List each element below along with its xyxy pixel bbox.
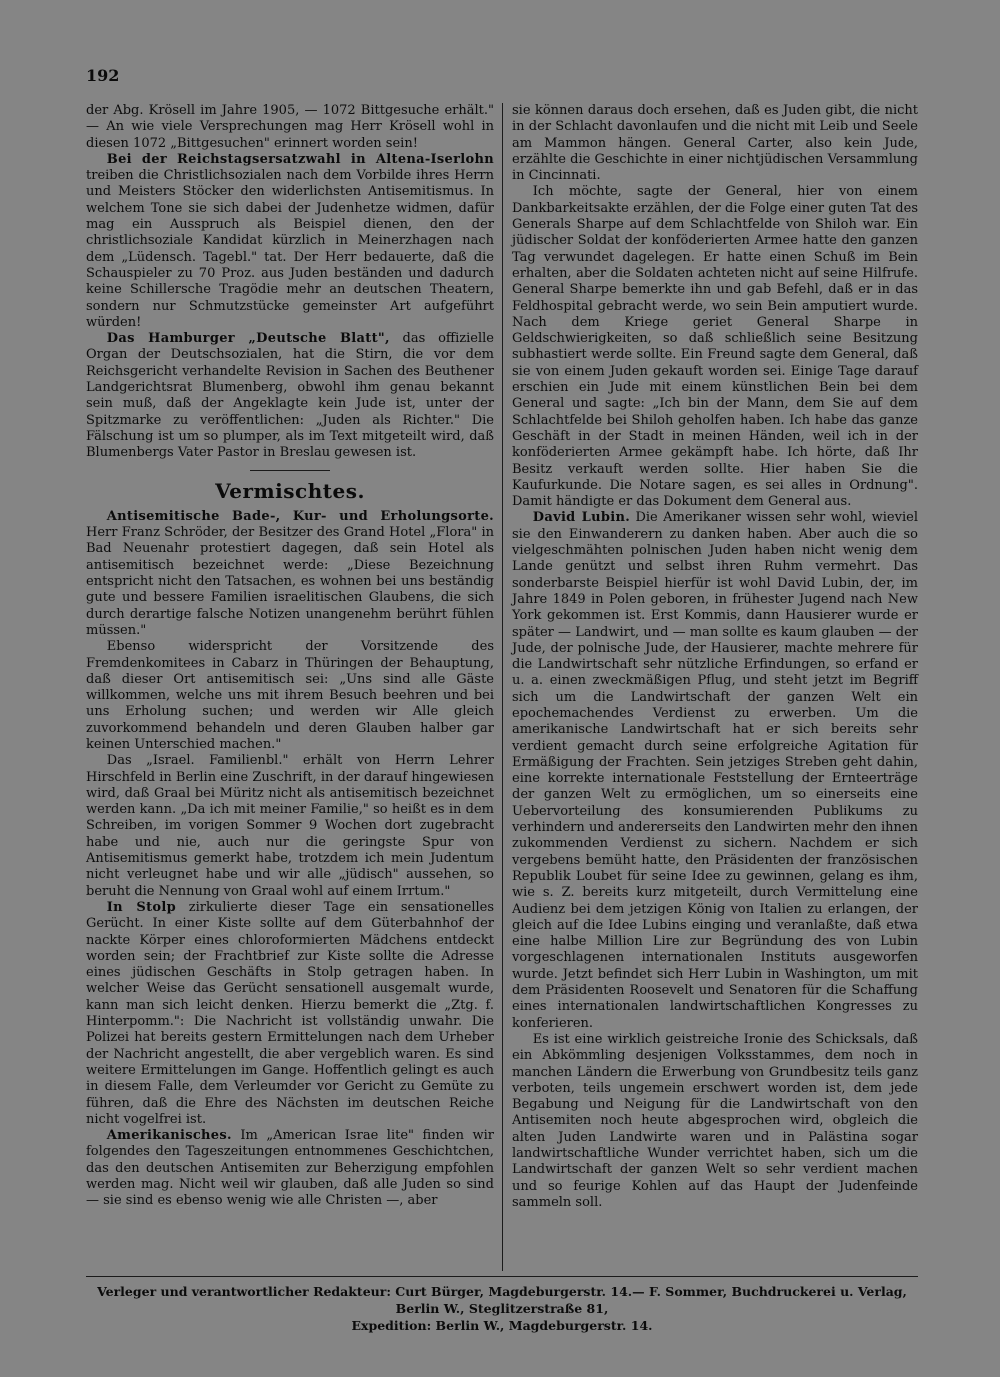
article-lead: Bei der Reichstagsersatzwahl in Altena-Iserlohn xyxy=(106,151,494,167)
article-lead: Antisemitische Bade-, Kur- und Erholungsorte. xyxy=(106,508,494,524)
footer-divider xyxy=(86,1276,918,1277)
paragraph: Es ist eine wirklich geistreiche Ironie des Schicksals, daß ein Abkömmling desjenigen Volksstammes, dem noch in manchen Ländern die Erwerbung von Grundbesitz teils ganz verboten, teils ungemein erschwert worden ist, dem jede Begabung und Neigung für die Landwirtschaft von den Antisemiten noch heute abgesprochen wird, obgleich die alten Juden Landwirte waren und in Palästina sogar landwirtschaftliche Wunder verrichtet haben, sich um die Landwirtschaft der ganzen Welt so sehr verdient machen und so feurige Kohlen auf das Haupt der Judenfeinde sammeln soll. xyxy=(512,1031,918,1210)
article-body: zirkulierte dieser Tage ein sensationelles Gerücht. In einer Kiste sollte auf dem Güterbahnhof der nackte Körper eines chloroformierten Mädchens entdeckt worden sein; der Frachtbrief zur Kiste sollte die Adresse eines jüdischen Geschäfts in Stolp getragen haben. In welcher Weise das Gerücht sensationell ausgemalt wurde, kann man sich leicht denken. Hierzu bemerkt die „Ztg. f. Hinterpomm.": Die Nachricht ist vollständig unwahr. Die Polizei hat bereits gestern Ermittelungen nach dem Urheber der Nachricht angestellt, die aber vergeblich waren. Es sind weitere Ermittelungen im Gange. Hoffentlich gelingt es auch in diesem Falle, dem Verleumder vor Gericht zu Gemüte zu führen, daß die Ehre des Nächsten im deutschen Reiche nicht vogelfrei ist. xyxy=(86,899,494,1127)
section-divider xyxy=(250,470,330,471)
article-lead: Amerikanisches. xyxy=(106,1128,232,1144)
article-erholungsorte xyxy=(86,509,494,639)
article-amerikanisches xyxy=(86,1128,494,1209)
imprint-line: Expedition: Berlin W., Magdeburgerstr. 14. xyxy=(351,1318,653,1333)
article-body: Im „American Israe lite" finden wir folgendes den Tageszeitungen entnommenes Geschichtchen, das den deutschen Antisemiten zur Beherzigung empfohlen werden mag. Nicht weil wir glauben, daß alle Juden so sind — sie sind es ebenso wenig wie alle Christen —, aber xyxy=(86,1128,494,1209)
imprint-line: Verleger und verantwortlicher Redakteur: Curt Bürger, Magdeburgerstr. 14.— F. Sommer, Buchdruckerei u. Verlag, Berlin W., Steglitzerstraße 81, xyxy=(97,1284,907,1316)
paragraph: Ich möchte, sagte der General, hier von einem Dankbarkeitsakte erzählen, der die Folge einer guten Tat des Generals Sharpe auf dem Schlachtfelde von Shiloh war. Ein jüdischer Soldat der konföderierten Armee hatte den ganzen Tag verwundet dagelegen. Er hatte einen Schuß im Bein erhalten, aber die Soldaten achteten nicht auf seine Hilfrufe. General Sharpe bemerkte ihn und gab Befehl, daß er in das Feldhospital gebracht werde, wo sein Bein amputiert wurde. Nach dem Kriege geriet General Sharpe in Geldschwierigkeiten, so daß schließlich seine Besitzung subhastiert werde sollte. Ein Freund sagte dem General, daß sie von einem Juden gekauft worden sei. Einige Tage darauf erschien ein Jude mit einem künstlichen Bein bei dem General und sagte: „Ich bin der Mann, dem Sie auf dem Schlachtfelde bei Shiloh geholfen haben. Ich habe das ganze Geschäft in der Stadt in meinen Händen, weil ich in der konföderierten Armee gekämpft habe. Ich hörte, daß Ihr Besitz verkauft werden sollte. Hier haben Sie die Kaufurkunde. Die Notare sagen, es sei alles in Ordnung". Damit händigte er das Dokument dem General aus. xyxy=(512,184,918,510)
section-title: Vermischtes. xyxy=(215,478,365,503)
imprint-footer xyxy=(86,1283,918,1334)
article-lead: Das Hamburger „Deutsche Blatt", xyxy=(106,331,390,347)
article-body: Die Amerikaner wissen sehr wohl, wieviel sie den Einwanderern zu danken haben. Aber auch die so vielgeschmähten polnischen Juden haben nicht wenig dem Lande genützt und selbst ihren Ruhm vermehrt. Das sonderbarste Beispiel hierfür ist wohl David Lubin, der, im Jahre 1849 in Polen geboren, in frühester Jugend nach New York gekommen ist. Erst Kommis, dann Hausierer wurde er später — Landwirt, und — man sollte es kaum glauben — der Jude, der polnische Jude, der Hausierer, machte mehrere für die Landwirtschaft sehr nützliche Erfindungen, so erfand er u. a. einen zweckmäßigen Pflug, und steht jetzt im Begriff sich um die Landwirtschaft der ganzen Welt ein epochemachendes Verdienst zu erwerben. Um die amerikanische Landwirtschaft hat er sich bereits sehr verdient gemacht durch seine erfolgreiche Agitation für Ermäßigung der Frachten. Sein jetziges Streben geht dahin, eine korrekte internationale Feststellung der Ernteerträge der ganzen Welt zu ermöglichen, um so einerseits eine Uebervorteilung des konsumierenden Publikums zu verhindern und andererseits den Landwirten mehr den ihnen zukommenden Verdienst zu sichern. Nachdem er sich vergebens bemüht hatte, den Präsidenten der französischen Republik Loubet für seine Idee zu gewinnen, gelang es ihm, wie s. Z. bereits kurz mitgeteilt, durch Vermittelung eine Audienz bei dem jetzigen König von Italien zu erlangen, der gleich auf die Idee Lubins einging und veranlaßte, daß etwa eine halbe Million Lire zur Begründung des von Lubin vorgeschlagenen internationalen Instituts ausgeworfen wurde. Jetzt befindet sich Herr Lubin in Washington, um mit dem Präsidenten Roosevelt und Senatoren für die Schaffung eines internationalen landwirtschaftlichen Kongresses zu konferieren. xyxy=(512,510,918,1031)
article-deutsche-blatt xyxy=(86,331,494,461)
left-column xyxy=(86,103,494,1210)
article-reichstagsersatzwahl xyxy=(86,152,494,331)
paragraph: Das „Israel. Familienbl." erhält von Herrn Lehrer Hirschfeld in Berlin eine Zuschrift, in der darauf hingewiesen wird, daß Graal bei Müritz nicht als antisemitisch bezeichnet werden kann. „Da ich mit meiner Familie," so heißt es in dem Schreiben, im vorigen Sommer 9 Wochen dort zugebracht habe und nie, auch nur die geringste Spur von Antisemitismus gemerkt habe, trotzdem ich mein Judentum nicht verleugnet habe und wir alle „jüdisch" aussehen, so beruht die Nennung von Graal wohl auf einem Irrtum." xyxy=(86,753,494,899)
article-stolp xyxy=(86,900,494,1128)
article-david-lubin xyxy=(512,510,918,1032)
article-body: treiben die Christlichsozialen nach dem Vorbilde ihres Herrn und Meisters Stöcker den widerlichsten Antisemitismus. In welchem Tone sie sich dabei der Judenhetze widmen, dafür mag ein Ausspruch als Beispiel dienen, den der christlichsoziale Kandidat kürzlich in Meinerzhagen nach dem „Lüdensch. Tagebl." tat. Der Herr bedauerte, daß die Schauspieler zu 70 Proz. aus Juden beständen und dadurch keine Schillersche Tragödie mehr an deutschen Theatern, sondern nur Schmutzstücke gemeinster Art aufgeführt würden! xyxy=(86,168,494,330)
page-number: 192 xyxy=(86,66,120,85)
article-body: das offizielle Organ der Deutschsozialen, hat die Stirn, die vor dem Reichsgericht verhandelte Revision in Sachen des Beuthener Landgerichtsrat Blumenberg, obwohl ihm genau bekannt sein muß, daß der Angeklagte kein Jude ist, unter der Spitzmarke zu veröffentlichen: „Juden als Richter." Die Fälschung ist um so plumper, als im Text mitgeteilt wird, daß Blumenbergs Vater Pastor in Breslau gewesen ist. xyxy=(86,331,494,461)
paragraph: Ebenso widerspricht der Vorsitzende des Fremdenkomitees in Cabarz in Thüringen der Behauptung, daß dieser Ort antisemitisch sei: „Uns sind alle Gäste willkommen, welche uns mit ihrem Besuch beehren und bei uns Erholung suchen; und werden wir Alle gleich zuvorkommend behandeln und deren Glauben halber gar keinen Unterschied machen." xyxy=(86,639,494,752)
column-divider xyxy=(502,103,503,1271)
paragraph: sie können daraus doch ersehen, daß es Juden gibt, die nicht in der Schlacht davonlaufen und die nicht mit Leib und Seele am Mammon hängen. General Carter, also kein Jude, erzählte die Geschichte in einer nichtjüdischen Versammlung in Cincinnati. xyxy=(512,103,918,184)
paragraph: der Abg. Krösell im Jahre 1905, — 1072 Bittgesuche erhält." — An wie viele Versprechungen mag Herr Krösell wohl in diesen 1072 „Bittgesuchen" erinnert worden sein! xyxy=(86,103,494,151)
article-lead: In Stolp xyxy=(106,899,176,915)
article-lead: David Lubin. xyxy=(532,510,631,526)
right-column xyxy=(512,103,918,1211)
article-body: Herr Franz Schröder, der Besitzer des Grand Hotel „Flora" in Bad Neuenahr protestiert dagegen, daß sein Hotel als antisemitisch bezeichnet werde: „Diese Bezeichnung entspricht nicht den Tatsachen, es wohnen bei uns beständig gute und bessere Familien israelitischen Glaubens, die sich durch derartige falsche Notizen unangenehm berührt fühlen müssen." xyxy=(86,525,494,638)
